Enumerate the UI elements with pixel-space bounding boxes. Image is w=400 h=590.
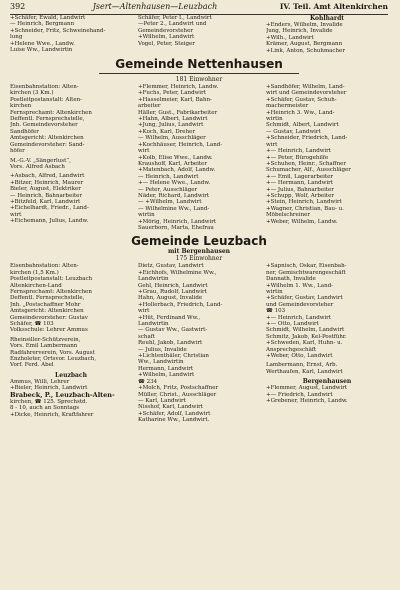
entry-line: +Sandhöfer, Wilhelm, Land- [266,84,345,91]
entry-line: ner, Gemischtwarengeschäft [266,269,346,276]
entry-line: wirtin [266,116,283,123]
entry-line: Müller, Christ., Ausschläger [138,391,217,398]
section-label: IV. Teil. Amt Altenkirchen [279,2,388,11]
entry-line: Gemeindevorsteher: Gustav [10,314,88,321]
entry-line: Altenkirchen-Land [10,282,62,289]
top-column-1 [10,15,132,54]
entry-line: Sandhöfer [10,128,39,135]
leuzbach-population: 175 Einwohner [175,255,223,263]
top-column-3 [266,15,388,54]
entry-line: Schmidt, Albert, Landwirt [266,122,339,129]
entry-line: +Eichhofs, Wilhelmine Ww., [138,269,217,276]
running-title: Jsert—Altenhausen—Leuzbach [92,2,218,11]
entry-line: Landwirtin [138,321,169,328]
entry-line: Sauerborn, Marta, Ehefrau [138,224,214,231]
entry-line: — Julius, Invalide [138,346,187,353]
entry-line: Häller, Gust., Fabrikarbeiter [138,109,218,116]
entry-line: —Peter 2., Landwirt und [138,21,207,28]
entry-line: — Heinrich, Bahnarbeiter [10,192,83,199]
entry-line: +— Heinrich, Landwirt [266,148,332,155]
entry-line: +Schäfer, Gustav, Landwirt [266,295,343,302]
entry-line: +Kochhäuser, Heinrich, Land- [138,141,223,148]
net-column-3 [266,84,388,231]
entry-line: +Sapnisch, Oskar, Eisenbah- [266,263,347,270]
entry-line: Postleitpostanstalt: Alten- [10,96,82,103]
gemeinde-nettenhausen-title: Gemeinde Nettenhausen [115,57,283,72]
entry-line: Dietz, Gustav, Landwirt [138,263,204,270]
entry-line: +— Peter, Bürogehilfe [266,154,329,161]
entry-line: — Wilhelmine Ww., Land- [138,205,210,212]
entry-line: +Heinrich 3. Ww., Land- [266,109,335,116]
entry-line: wirtin [266,289,283,295]
entry-line: kirchen, ☎ 125. Sprechstd. [10,398,88,405]
entry-line: +Wilhelm 1. Ww., Land- [266,282,334,289]
entry-line: Näder, Richard, Landwirt [138,192,210,199]
entry-line: +Schäfer, Adolf, Landwirt [138,410,211,417]
entry-line: +— Helene Wwe., Landw. [138,180,211,187]
entry-line: ☎ 103 [266,308,286,315]
entry-line: Kraushoff, Karl, Arbeiter [138,160,207,167]
entry-line: machermeister [266,103,309,110]
top-continuation [10,15,388,54]
entry-line: +— Hermann, Landwirt [266,180,333,187]
entry-line: Gehl, Heinrich, Landwirt [138,282,208,289]
entry-line: +— Emil, Lagerarbeiter [266,173,333,180]
entry-line: +Schweden, Karl, Huhn- u. [266,340,343,347]
entry-line: Ansprechgeschäft [266,346,317,353]
entry-line: +Stein, Heinrich, Landwirt [266,199,342,206]
entry-line: Landwirtin [138,276,169,283]
entry-line: +Flemmer, August, Landwirt [266,385,348,392]
entry-line: +Bitzer, Heinrich, Maurer [10,179,84,186]
entry-line: — Gustav, Landwirt [266,128,321,135]
entry-line: Schäfer, ☎ 103 [10,321,54,328]
entry-line: — Peter, Ausschläger [138,186,198,193]
page-header [10,2,388,15]
entry-line: Deffentl. Fernsprechstelle, [10,116,85,123]
entry-line: +Wilhelm, Landwirt [138,34,195,41]
entry-line: Katharine Ww., Landwirt. [138,417,210,424]
entry-line: Dannath, Invalide [266,276,316,283]
page-number: 392 [10,2,26,11]
entry-line: Reuhl, Jakob, Landwirt [138,340,203,347]
entry-line: +Dicke, Heinrich, Kraftfahrer [10,411,94,418]
entry-line: Kohlhardt [309,15,345,22]
entry-line: wirt [138,148,150,155]
entry-line: — Wilhelm, Ausschläger [138,135,206,142]
net-column-2 [138,84,260,231]
entry-line: +Matenbach, Adolf, Landw. [138,167,216,174]
entry-line: Lambermann, Ernst, Arb. [266,362,338,369]
nettenhausen-columns [10,84,388,231]
entry-line: Schumacher, Alf., Ausschläger [266,167,351,174]
entry-line: +Grau, Rudolf, Landwirt [138,289,207,295]
entry-line: und Gemeindevorsteher [266,301,334,308]
top-column-2 [138,15,260,54]
entry-line: Gemeindevorsteher: Sand- [10,141,85,148]
entry-line: Brabeck, P., Leuzbach-Alten- [10,391,115,399]
entry-line: — Karl, Landwirt [138,397,186,404]
entry-line: Leuzbach [55,371,87,379]
entry-line: +Hahn, Albert, Landwirt [138,116,208,123]
entry-line: +Schneider, Friedrich, Land- [266,135,348,142]
entry-line: Möbelschreiner [266,212,310,219]
entry-line: +— Heinrich, Landwirt [266,314,332,321]
entry-line: +Eichelhardt, Friedr., Land- [10,205,89,212]
entry-line: +Helene Wwe., Landw. [10,40,75,47]
entry-line: Luise Ww., Landwirtin [10,47,73,54]
entry-line: Amtsgericht: Altenkirchen [10,135,84,142]
entry-line: lung [10,34,23,41]
entry-line: Vogel, Peter, Steiger [138,40,195,47]
entry-line: 8 - 10, auch an Sonntags [10,405,80,412]
entry-line: Werthaufen, Karl, Landwirt [266,368,343,375]
entry-line: kirchen [10,103,32,110]
entry-line: wirtin [138,212,155,219]
entry-line: +Asbach, Alfred, Landwirt [10,173,85,180]
entry-line: +Koch, Karl, Dreher [138,128,195,135]
entry-line: +Mörig, Heinrich, Landwirt [138,218,217,225]
entry-line: Bieler, August, Elektriker [10,186,81,193]
entry-line: kirchen (3 Km.) [10,90,54,97]
entry-line: +Eichemann, Julius, Landw. [10,218,89,225]
entry-line: +Fuchs, Peter, Landwirt [138,90,206,97]
entry-line: +Hollerbach, Friedrich, Land- [138,301,223,308]
leuzbach-subtitle: mit Bergenhausen [167,248,231,256]
entry-line: wirt [10,211,22,218]
entry-line: Volksschule: Lehrer Ammus [10,327,88,334]
entry-line: +Wilh., Landwirt [266,34,314,41]
entry-line: +Molch, Fritz, Postschaffner [138,385,219,392]
entry-line: Vorf. Ferd. Abel [10,362,54,369]
entry-line: höfer [10,148,25,155]
entry-line: Eisenbahnstation: Alten- [10,84,79,91]
entry-line: Radfahrerverein, Vors. August [10,349,95,356]
entry-line: +Link, Anton, Schuhmacher [266,47,345,54]
leu-column-1 [10,263,132,423]
entry-line: +Weber, Otto, Landwirt [266,353,333,360]
entry-line: +Schäfer, Ewald, Landwirt [10,15,86,21]
entry-line: +Schneider, Fritz, Schweinehand- [10,27,106,34]
leu-column-3 [266,263,388,423]
entry-line: — Gustav Ww., Gastwirt- [138,327,208,334]
entry-line: arbeiter [138,103,161,110]
entry-line: +Flemmer, Heinrich, Landw. [138,84,219,91]
entry-line: Vors. Alfred Asbach [10,163,65,170]
entry-line: +Jung, Julius, Landwirt [138,122,204,129]
entry-line: Nisshof, Karl, Landwirt [138,404,203,411]
entry-line: ☎ 234 [138,378,158,385]
entry-line: Krämer, August, Bergmann [266,41,343,48]
entry-line: Hermann, Landwirt [138,365,194,372]
entry-line: — Heinrich, Landwirt [138,173,199,180]
entry-line: Postleitpostanstalt: Leuzbach [10,276,93,283]
entry-line: Amtsgericht: Altenkirchen [10,308,84,315]
entry-line: +Grebener, Heinrich, Landw. [266,398,348,405]
entry-line: +Kolb, Elise Wwe., Landw. [138,154,213,161]
entry-line: Jung, Heinrich, Invalide [266,28,333,35]
entry-line: Schmidt, Wilhelm, Landwirt [266,327,345,334]
entry-line: wirt und Gemeindevorsteher [266,90,347,97]
entry-line: Gemeindevorsteher [138,27,193,34]
entry-line: Jnh. „Postschaffner Mohr [10,301,81,308]
entry-line: schaft [138,333,155,340]
entry-line: +Enders, Wilhelm, Invalide [266,22,343,28]
entry-line: +Schuhen, Heinr., Schaffner [266,160,347,167]
entry-line: +Schupp, Wolf, Arbeiter [266,192,334,199]
entry-line: Rheinsiller-Schützverein, [10,336,81,343]
leu-column-2 [138,263,260,423]
entry-line: +— Julius, Bahnarbeiter [266,186,334,193]
entry-line: +Hasselmeier, Karl, Bahn- [138,96,212,103]
entry-line: +Lichtenthäler, Christian [138,353,209,360]
entry-line: kirchen (1,5 Km.) [10,269,59,276]
entry-line: Vors. Emil Lambermann [10,343,78,350]
entry-line: Fernsprechamt: Altenkirchen [10,109,92,116]
entry-line: Bergenhausen [302,378,352,386]
entry-line: Jnh. Gemeindevorsteher [10,122,78,129]
gemeinde-leuzbach-title: Gemeinde Leuzbach [131,234,267,249]
entry-line: wirt [138,308,150,315]
entry-line: +Bieler, Heinrich, Landwirt [10,385,88,392]
entry-line: +Wagner, Christian, Bau- u. [266,205,344,212]
entry-line: Fernsprechamt: Altenkirchen [10,289,92,295]
entry-line: +Hüt, Ferdinand Ww., [138,314,201,321]
nettenhausen-population: 181 Einwohner [175,76,223,84]
entry-line: Ammus, Willi, Lehrer [10,378,70,385]
entry-line: Hahn, August, Invalide [138,295,203,302]
entry-line: +— Friedrich, Landwirt [266,391,333,398]
entry-line: +— Otto, Landwirt [266,321,319,328]
entry-line: — +Wilhelm, Landwirt [138,199,202,206]
entry-line: +Weber, Wilhelm, Landw. [266,218,338,225]
entry-line: wirt [266,141,278,148]
entry-line: — Heinrich, Bergmann [10,21,75,28]
entry-line: +Schäfer, Gustav, Schuh- [266,96,337,103]
title-rule [99,73,299,74]
entry-line: M.-G.-V. „Sängerlust“, [10,157,71,164]
entry-line: +Wilhelm, Landwirt [138,372,195,379]
entry-line: Schmitz, Jakob, Kel-Postführ. [266,333,347,340]
entry-line: Schäfer, Peter I., Landwirt [138,15,212,21]
net-column-1 [10,84,132,231]
entry-line: Eisenbahnstation: Alten- [10,263,79,270]
entry-line: Deffentl. Fernsprechstelle, [10,295,85,302]
leuzbach-columns [10,263,388,423]
entry-line: Enzholeter, Ortsvor. Leuzbach, [10,356,96,363]
entry-line: Ww., Landwirtin [138,359,184,366]
entry-line: +Bitzfeld, Karl, Landwirt [10,198,81,205]
